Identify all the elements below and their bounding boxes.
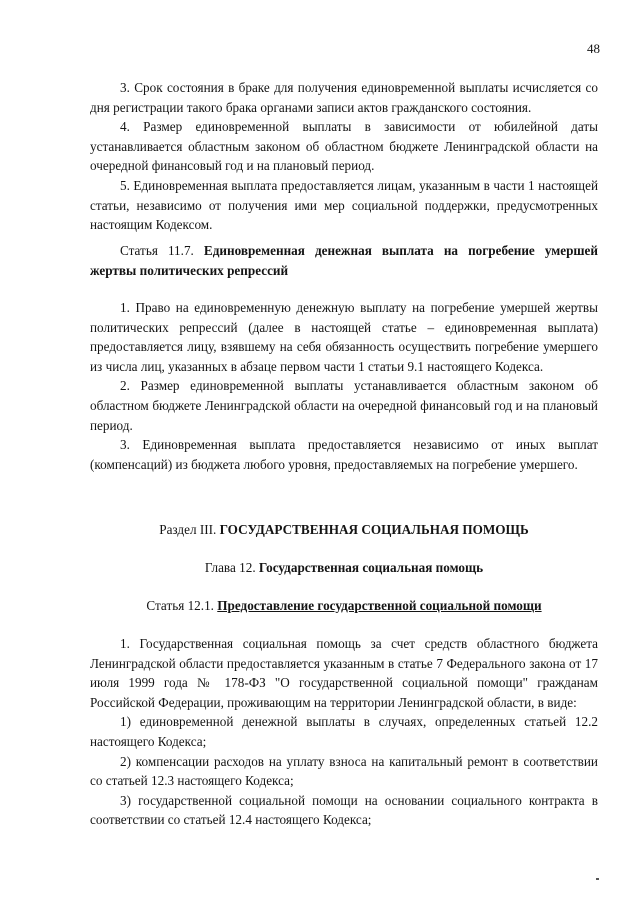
paragraph: 1. Государственная социальная помощь за счет средств областного бюджета Ленинградской области предоставляется указанным в статье 7 Федерального закона от 17 июля 1999 года № 178-ФЗ "О государственной социальной помощи" гражданам Российской Федерации, проживающим на территории Ленинградской области, в виде: (90, 636, 598, 710)
paragraphs-block-1 (90, 78, 598, 235)
article-title: Единовременная денежная выплата на погребение умершей жертвы политических репрессий (90, 243, 598, 278)
paragraph: 3. Срок состояния в браке для получения единовременной выплаты исчисляется со дня регистрации такого брака органами записи актов гражданского состояния. (90, 80, 598, 115)
paragraph: 1. Право на единовременную денежную выплату на погребение умершей жертвы политических репрессий (далее в настоящей статье – единовременная выплата) предоставляется лицу, взявшему на себя обязанность осуществить погребение умершего из числа лиц, указанных в абзаце первом части 1 статьи 9.1 настоящего Кодекса. (90, 300, 598, 374)
article-number: Статья 11.7. (120, 243, 194, 258)
section-title: ГОСУДАРСТВЕННАЯ СОЦИАЛЬНАЯ ПОМОЩЬ (219, 522, 529, 537)
chapter-number: Глава 12. (204, 560, 256, 575)
paragraph: 2. Размер единовременной выплаты устанавливается областным законом об областном бюджете Ленинградской области на очередной финансовый год и на плановый период. (90, 378, 598, 433)
article-number: Статья 12.1. (146, 598, 214, 613)
article-11-7-heading (90, 241, 598, 280)
article-title: Предоставление государственной социальной помощи (217, 598, 542, 613)
page-number: 48 (587, 41, 600, 56)
paragraph: 5. Единовременная выплата предоставляется лицам, указанным в части 1 настоящей статьи, независимо от получения ими мер социальной поддержки, предусмотренных настоящим Кодексом. (90, 177, 598, 233)
list-item: 2) компенсации расходов на уплату взноса на капитальный ремонт в соответствии со статьей 12.3 настоящего Кодекса; (90, 753, 598, 789)
list-item: 3) государственной социальной помощи на основании социального контракта в соответствии со статьей 12.4 настоящего Кодекса; (90, 792, 598, 828)
section-number: Раздел III. (159, 522, 217, 537)
paragraphs-block-3 (90, 634, 598, 830)
list-item: 1) единовременной денежной выплаты в случаях, определенных статьей 12.2 настоящего Кодекса; (90, 714, 598, 749)
paragraph: 3. Единовременная выплата предоставляется независимо от иных выплат (компенсаций) из бюджета любого уровня, предоставляемых на погребение умершего. (90, 437, 598, 472)
section-heading (90, 520, 598, 540)
chapter-heading (90, 558, 598, 578)
chapter-title: Государственная социальная помощь (258, 560, 484, 575)
scan-mark (596, 878, 599, 880)
paragraph: 4. Размер единовременной выплаты в зависимости от юбилейной даты устанавливается областным законом об областном бюджете Ленинградской области на очередной финансовый год и на плановый период. (90, 119, 598, 174)
article-12-1-heading (90, 596, 598, 616)
paragraphs-block-2 (90, 298, 598, 474)
